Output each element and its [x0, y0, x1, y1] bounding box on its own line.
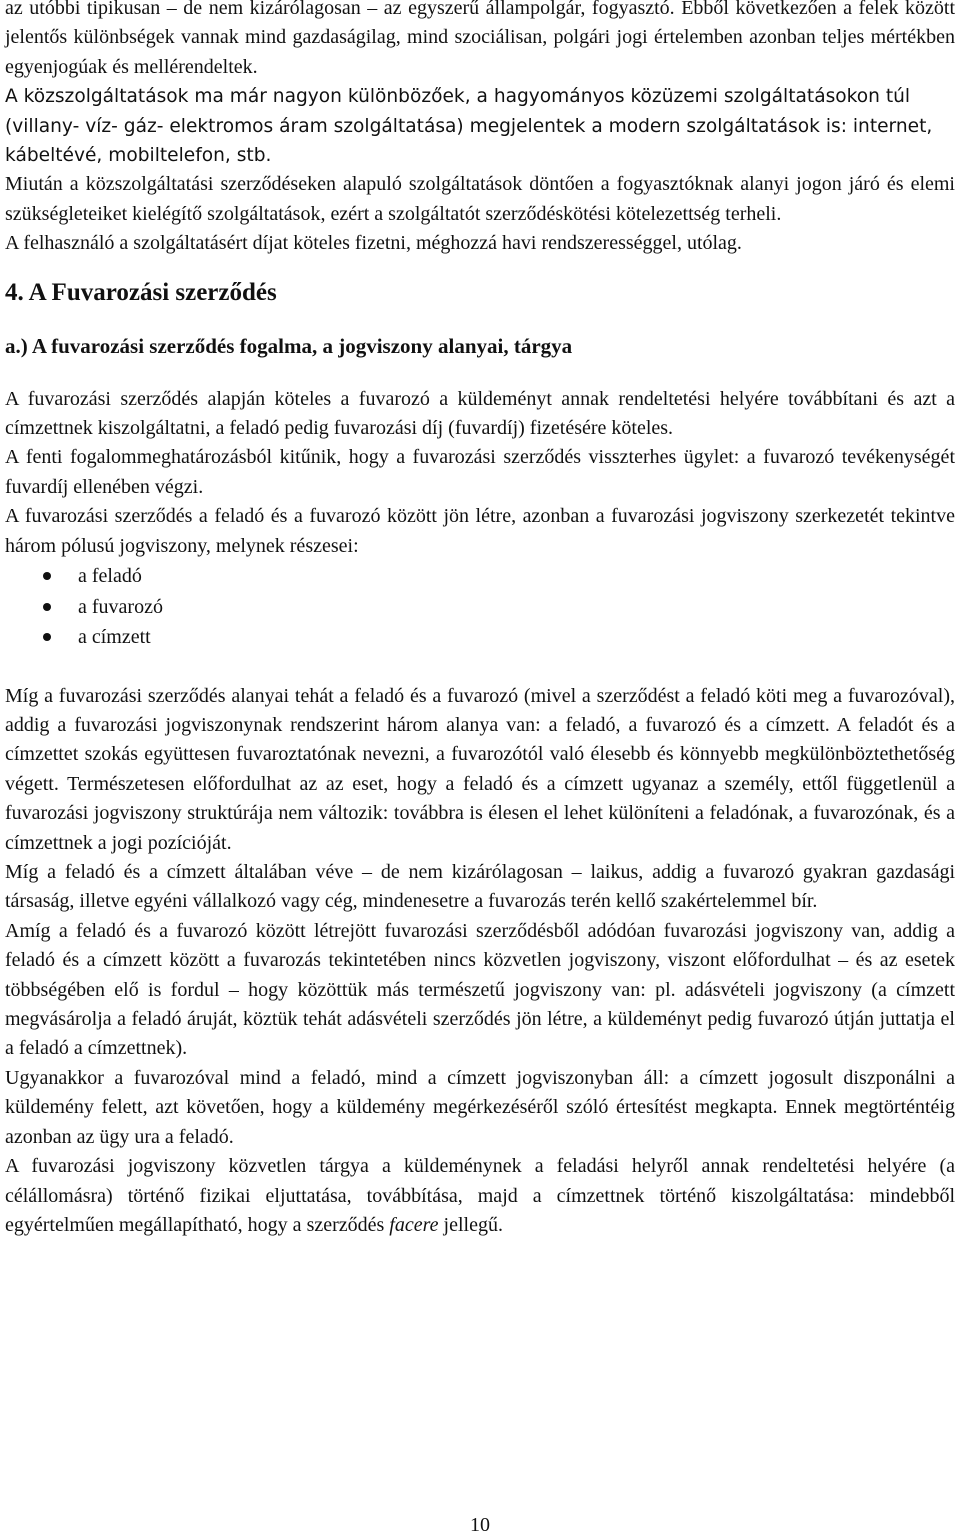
- list-item: [5, 592, 955, 623]
- list-item-label: a címzett: [78, 626, 151, 649]
- paragraph-public-services: A közszolgáltatások ma már nagyon különbözőek, a hagyományos közüzemi szolgáltatásokon túl (villany- víz- gáz- elektromos áram szolgáltatása) megjelentek a modern szolgáltatások is: internet, kábeltévé, mobiltelefon, stb.: [5, 86, 933, 167]
- paragraph-fee-payment: A felhasználó a szolgáltatásért díjat köteles fizetni, méghozzá havi rendszerességgel, utólag.: [5, 232, 742, 255]
- paragraph-subject-matter: [5, 1152, 955, 1240]
- bullet-icon: [43, 603, 51, 611]
- paragraph-onerous-contract: A fenti fogalommeghatározásból kitűnik, hogy a fuvarozási szerződés visszterhes ügylet: a fuvarozó tevékenységét fuvardíj ellenében végzi.: [5, 446, 955, 498]
- page-number: 10: [470, 1514, 490, 1536]
- list-item-label: a fuvarozó: [78, 595, 163, 618]
- subject-text-end: jellegű.: [438, 1213, 503, 1236]
- paragraph-legal-relations: Amíg a feladó és a fuvarozó között létrejött fuvarozási szerződésből adódóan fuvarozási jogviszony van, addig a feladó és a címzett között a fuvarozás tekintetében nincs közvetlen jogviszony, viszont előfordulhat – és az esetek többségében elő is fordul – hogy közöttük más természetű jogviszony van: pl. adásvételi jogviszony (a címzett megvásárolja a feladó áruját, köztük tehát adásvételi szerződés jön létre, a küldeményt pedig fuvarozó útján juttatja el a feladó a címzettnek).: [5, 919, 955, 1060]
- paragraph-three-pole-relationship: A fuvarozási szerződés a feladó és a fuvarozó között jön létre, azonban a fuvarozási jogviszony szerkezetét tekintve három pólusú jogviszony, melynek részesei:: [5, 505, 955, 557]
- bullet-icon: [43, 572, 51, 580]
- paragraph-parties-explained: Míg a fuvarozási szerződés alanyai tehát a feladó és a fuvarozó (mivel a szerződést a feladó köti meg a fuvarozóval), addig a fuvarozási jogviszonynak rendszerint három alanya van: a feladó, a fuvarozó és a címzett. A feladót és a címzettet szokás együttesen fuvaroztatónak nevezni, a fuvarozótól való élesebb és könnyebb megkülönböztethetőség végett. Természetesen előfordulhat az az eset, hogy a feladó és a címzett ugyanaz a személy, ettől függetlenül a fuvarozási jogviszony struktúrája nem változik: továbbra is élesen el lehet különíteni a feladónak, a fuvarozónak, és a címzettnek a jogi pozícióját.: [5, 684, 955, 854]
- parties-list: [5, 561, 955, 653]
- list-item-label: a feladó: [78, 565, 142, 588]
- paragraph-parties-equality: az utóbbi tipikusan – de nem kizárólagosan – az egyszerű állampolgár, fogyasztó. Ebből következően a felek között jelentős különbségek vannak mind gazdaságilag, mind szociálisan, polgári jogi értelemben azonban teljes mértékben egyenjogúak és mellérendeltek.: [5, 0, 955, 78]
- paragraph-definition: A fuvarozási szerződés alapján köteles a fuvarozó a küldeményt annak rendeltetési helyére továbbítani és azt a címzettnek kiszolgáltatni, a feladó pedig fuvarozási díj (fuvardíj) fizetésére köteles.: [5, 387, 955, 440]
- paragraph-contract-obligation: Miután a közszolgáltatási szerződéseken alapuló szolgáltatások döntően a fogyasztóknak alanyi jogon járó és elemi szükségleteiket kielégítő szolgáltatások, ezért a szolgáltatót szerződéskötési kötelezettség terheli.: [5, 173, 955, 225]
- facere-term: facere: [389, 1213, 439, 1236]
- paragraph-disposal-right: Ugyanakkor a fuvarozóval mind a feladó, mind a címzett jogviszonyban áll: a címzett jogosult diszponálni a küldemény felett, azt követően, hogy a küldemény megérkezéséről szóló értesítést megkapta. Ennek megtörténtéig azonban az ügy ura a feladó.: [5, 1066, 955, 1148]
- list-item: [5, 622, 955, 653]
- subsection-title: a.) A fuvarozási szerződés fogalma, a jogviszony alanyai, tárgya: [5, 333, 573, 358]
- section-title: 4. A Fuvarozási szerződés: [5, 278, 277, 306]
- bullet-icon: [43, 633, 51, 641]
- paragraph-expertise: Míg a feladó és a címzett általában véve – de nem kizárólagosan – laikus, addig a fuvarozó gyakran gazdasági társaság, illetve egyéni vállalkozó vagy cég, mindenesetre a fuvarozás terén kellő szakértelemmel bír.: [5, 861, 955, 913]
- list-item: [5, 561, 955, 592]
- subject-text: A fuvarozási jogviszony közvetlen tárgya a küldeménynek a feladási helyről annak rendeltetési helyére (a célállomásra) történő fizikai eljuttatása, továbbítása, majd a címzettnek történő kiszolgáltatása: mindebből egyértelműen megállapítható, hogy a szerződés: [5, 1155, 955, 1236]
- document-page: [5, 0, 955, 1240]
